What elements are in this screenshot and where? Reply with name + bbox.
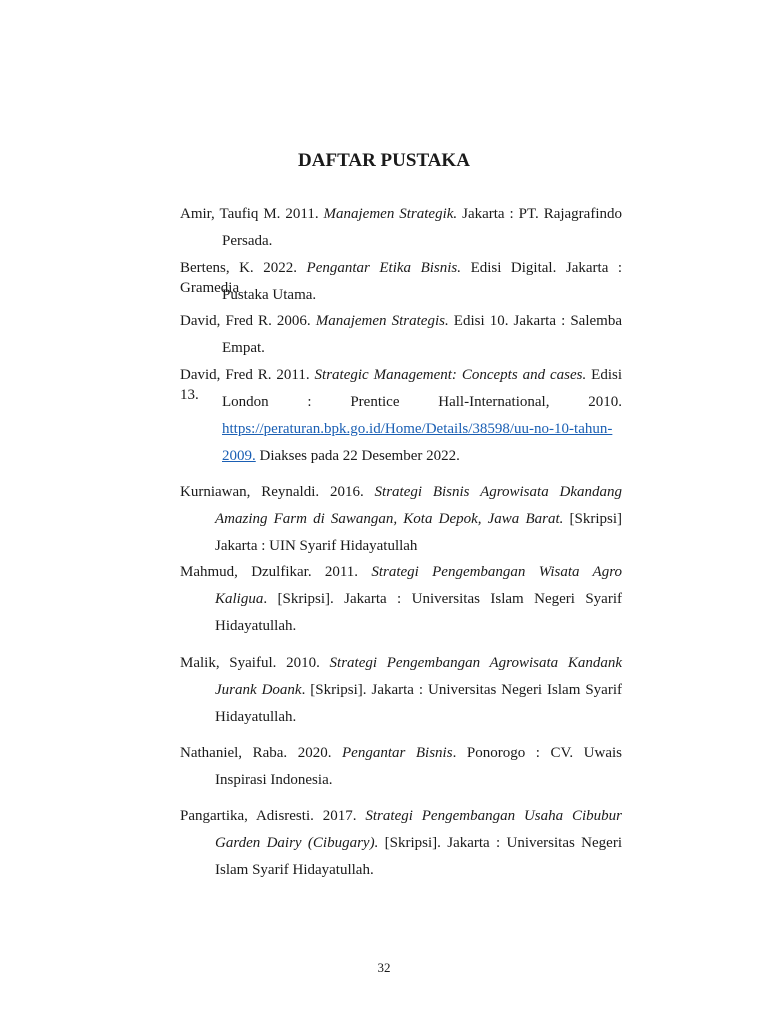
reference-entry <box>180 806 622 826</box>
page-title: DAFTAR PUSTAKA <box>298 150 470 171</box>
reference-title: Strategi Pengembangan Agrowisata Kandank <box>329 655 622 671</box>
reference-title: Strategic Management: Concepts and cases. <box>314 367 587 383</box>
reference-publisher: . [Skripsi]. Jakarta : Universitas Negeri Islam Syarif <box>301 682 622 698</box>
reference-continuation <box>222 419 612 439</box>
reference-author: David, Fred R. 2006. <box>180 313 311 329</box>
reference-continuation: Persada. <box>222 233 273 249</box>
reference-type: [Skripsi] <box>569 511 623 527</box>
reference-title: Strategi Bisnis Agrowisata Dkandang <box>374 484 623 500</box>
reference-author: Nathaniel, Raba. 2020. <box>180 745 332 761</box>
reference-title: Strategi Pengembangan Usaha Cibubur <box>365 808 623 824</box>
reference-publisher: . [Skripsi]. Jakarta : Universitas Islam Negeri Syarif <box>263 591 622 607</box>
reference-year: 2010. <box>588 394 622 410</box>
reference-entry <box>180 653 622 673</box>
reference-title: Kaligua <box>215 591 264 607</box>
reference-title: Manajemen Strategis. <box>315 313 449 329</box>
reference-continuation <box>222 392 622 412</box>
reference-continuation <box>215 509 622 529</box>
reference-continuation: Jakarta : UIN Syarif Hidayatullah <box>215 538 418 554</box>
reference-link[interactable]: https://peraturan.bpk.go.id/Home/Details/38598/uu-no-10-tahun- <box>222 421 613 437</box>
reference-title: Amazing Farm di Sawangan, Kota Depok, Jawa Barat. <box>215 511 564 527</box>
reference-author: David, Fred R. 2011. <box>180 367 310 383</box>
reference-entry <box>180 482 622 502</box>
reference-title: Pengantar Bisnis <box>342 745 453 761</box>
reference-title: Jurank Doank <box>215 682 302 698</box>
reference-author: Mahmud, Dzulfikar. 2011. <box>180 564 359 580</box>
reference-entry <box>180 562 622 582</box>
reference-continuation <box>222 446 460 466</box>
reference-continuation: Islam Syarif Hidayatullah. <box>215 862 374 878</box>
reference-author: Bertens, K. 2022. <box>180 260 297 276</box>
reference-edition: Edisi 13. <box>180 367 622 403</box>
reference-access-date: Diakses pada 22 Desember 2022. <box>255 448 460 464</box>
reference-author: Amir, Taufiq M. 2011. <box>180 206 319 222</box>
reference-publisher: [Skripsi]. Jakarta : Universitas Negeri <box>384 835 622 851</box>
reference-continuation: Hidayatullah. <box>215 709 297 725</box>
reference-continuation: Inspirasi Indonesia. <box>215 772 333 788</box>
reference-title: Pengantar Etika Bisnis. <box>306 260 462 276</box>
reference-publisher: Edisi 10. Jakarta : Salemba <box>453 313 622 329</box>
reference-publisher: . Ponorogo : CV. Uwais <box>452 745 622 761</box>
page-number: 32 <box>377 960 391 975</box>
reference-publisher: Edisi Digital. Jakarta : Gramedia <box>180 260 623 296</box>
reference-separator: : <box>307 394 312 410</box>
reference-entry <box>180 204 622 224</box>
reference-link[interactable]: 2009. <box>222 448 256 464</box>
reference-city: London <box>222 394 269 410</box>
reference-continuation: Empat. <box>222 340 265 356</box>
reference-publisher: Jakarta : PT. Rajagrafindo <box>462 206 623 222</box>
reference-publisher-word: Prentice <box>350 394 400 410</box>
reference-title: Garden Dairy (Cibugary). <box>215 835 379 851</box>
reference-entry <box>180 311 622 331</box>
reference-publisher-word: Hall-International, <box>438 394 550 410</box>
reference-continuation: Pustaka Utama. <box>222 287 317 303</box>
reference-continuation <box>215 589 622 609</box>
reference-continuation <box>215 680 622 700</box>
reference-title: Manajemen Strategik. <box>323 206 458 222</box>
reference-author: Malik, Syaiful. 2010. <box>180 655 320 671</box>
reference-author: Pangartika, Adisresti. 2017. <box>180 808 357 824</box>
reference-entry <box>180 743 622 763</box>
reference-title: Strategi Pengembangan Wisata Agro <box>371 564 622 580</box>
reference-author: Kurniawan, Reynaldi. 2016. <box>180 484 364 500</box>
reference-continuation <box>215 833 622 853</box>
reference-continuation: Hidayatullah. <box>215 618 297 634</box>
